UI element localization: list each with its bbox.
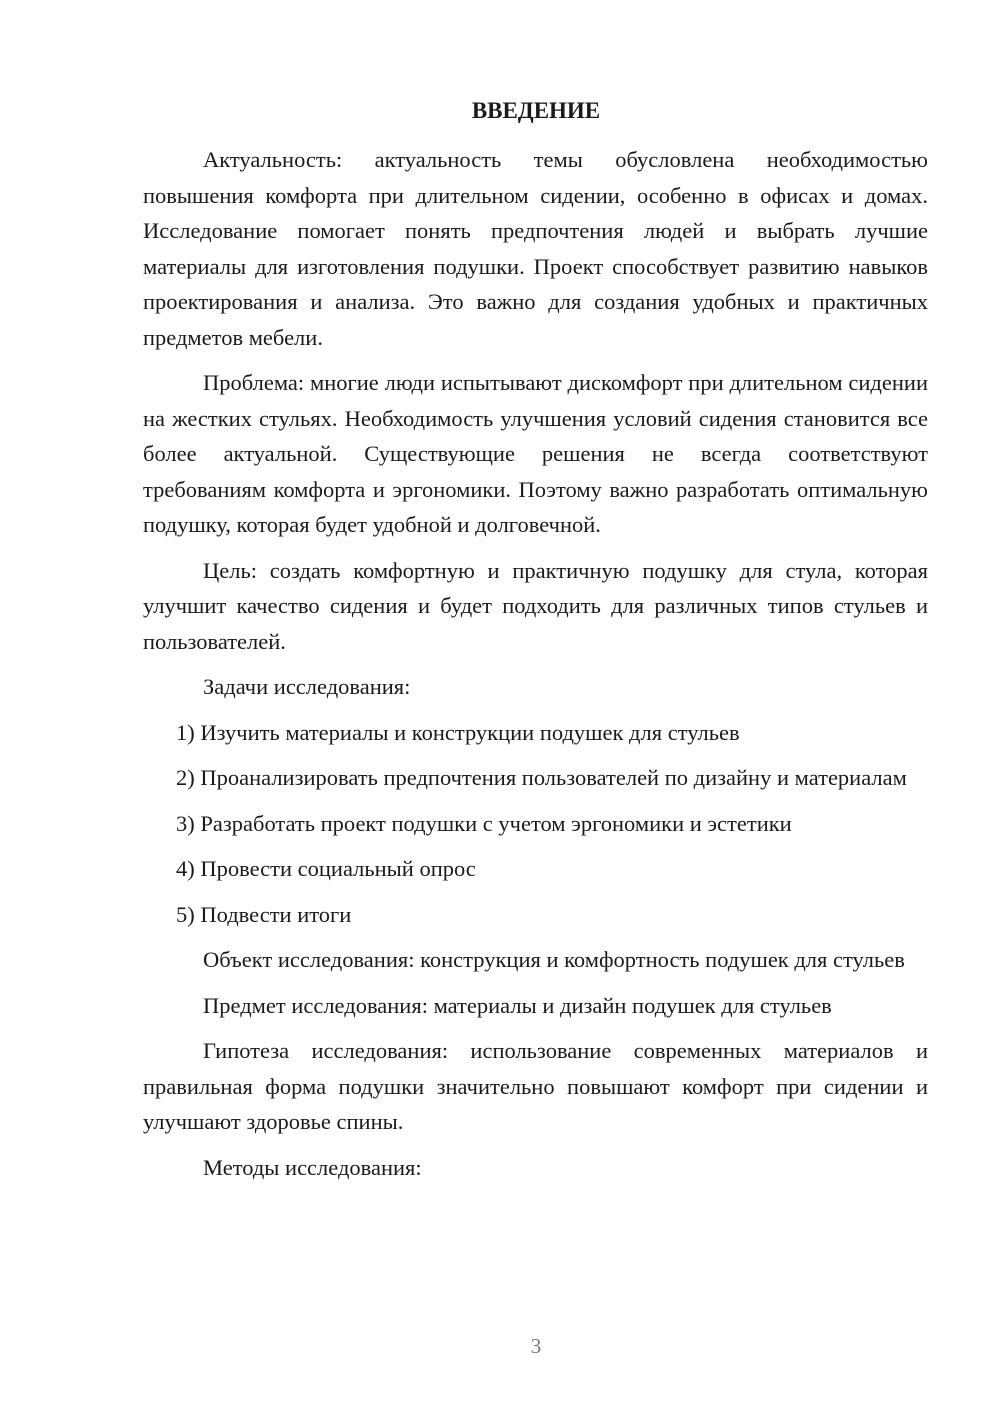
paragraph-subject: Предмет исследования: материалы и дизайн подушек для стульев [203,992,832,1018]
document-body [143,142,928,1195]
paragraph-relevance: Актуальность: актуальность темы обусловлена необходимостью повышения комфорта при длительном сидении, особенно в офисах и домах. Исследование помогает понять предпочтения людей и выбрать лучшие материалы для изготовления подушки. Проект способствует развитию навыков проектирования и анализа. Это важно для создания удобных и практичных предметов мебели. [143,147,928,350]
page-number: 3 [530,1334,542,1358]
paragraph-goal: Цель: создать комфортную и практичную подушку для стула, которая улучшит качество сидения и будет подходить для различных типов стульев и пользователей. [143,557,928,654]
task-list-item: 1) Изучить материалы и конструкции подушек для стульев [176,719,740,745]
paragraph-methods: Методы исследования: [203,1154,422,1180]
paragraph-problem: Проблема: многие люди испытывают дискомфорт при длительном сидении на жестких стульях. Необходимость улучшения условий сидения становится все более актуальной. Существующие решения не всегда соответствуют требованиям комфорта и эргономики. Поэтому важно разработать оптимальную подушку, которая будет удобной и долговечной. [143,370,928,537]
paragraph-hypothesis: Гипотеза исследования: использование современных материалов и правильная форма подушки значительно повышают комфорт при сидении и улучшают здоровье спины. [143,1038,928,1134]
task-list-item: 2) Проанализировать предпочтения пользователей по дизайну и материалам [176,765,907,790]
task-list-item: 5) Подвести итоги [176,901,352,927]
task-list-item: 3) Разработать проект подушки с учетом эргономики и эстетики [176,810,792,836]
task-list-item: 4) Провести социальный опрос [176,856,476,881]
section-title: ВВЕДЕНИЕ [471,98,601,123]
paragraph-object: Объект исследования: конструкция и комфортность подушек для стульев [203,947,905,972]
paragraph-tasks-heading: Задачи исследования: [203,674,411,699]
